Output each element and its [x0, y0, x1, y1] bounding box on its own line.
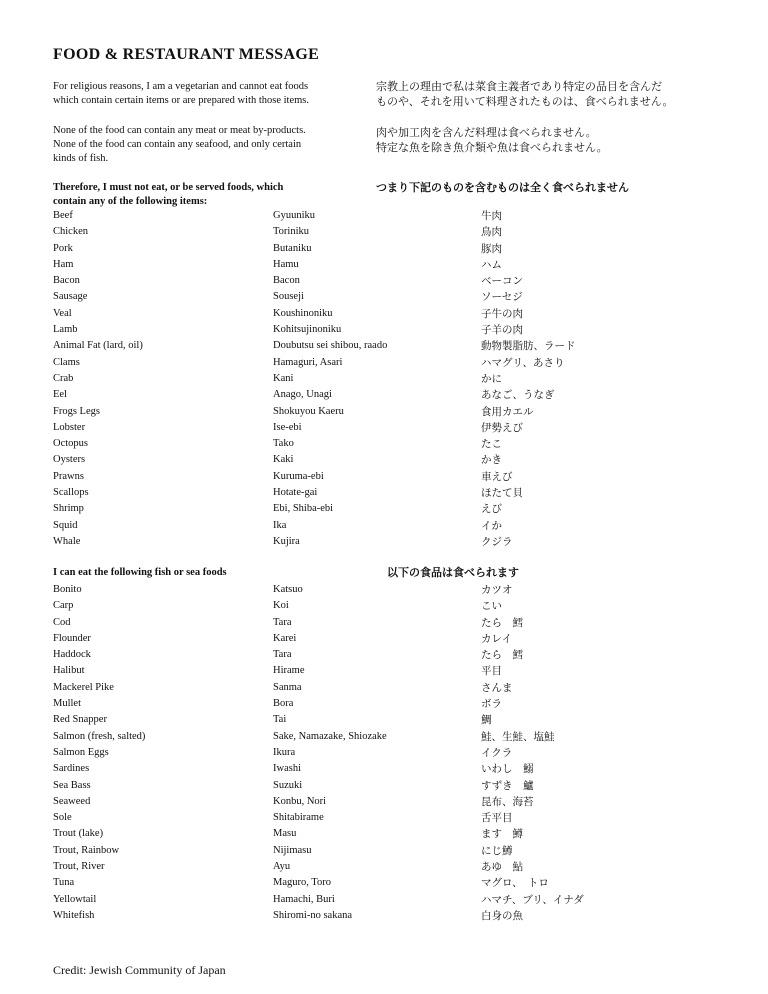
- restriction-english: [53, 124, 373, 166]
- allowed-heading-english: I can eat the following fish or sea foods: [53, 567, 227, 578]
- item-english: Frogs Legs: [53, 405, 100, 417]
- item-romaji: Maguro, Toro: [273, 877, 331, 889]
- list-item: [53, 859, 713, 875]
- item-english: Sardines: [53, 763, 90, 775]
- list-item: [53, 436, 713, 452]
- item-romaji: Bora: [273, 698, 294, 710]
- item-english: Shrimp: [53, 503, 84, 515]
- item-english: Sea Bass: [53, 779, 91, 791]
- page-title: FOOD & RESTAURANT MESSAGE: [53, 46, 320, 63]
- list-item: [53, 338, 713, 354]
- list-item: [53, 745, 713, 761]
- list-item: [53, 257, 713, 273]
- restriction-japanese: [376, 125, 716, 155]
- item-romaji: Toriniku: [273, 226, 310, 238]
- item-romaji: Masu: [273, 828, 297, 840]
- item-english: Salmon Eggs: [53, 746, 109, 758]
- list-item: [53, 534, 713, 550]
- item-english: Trout, River: [53, 861, 105, 873]
- item-romaji: Tara: [273, 649, 292, 661]
- item-japanese: 動物製脂肪、ラード: [481, 340, 576, 353]
- list-item: [53, 518, 713, 534]
- item-romaji: Tako: [273, 438, 294, 450]
- item-english: Eel: [53, 389, 67, 401]
- item-japanese: イクラ: [481, 746, 513, 759]
- item-romaji: Hamu: [273, 258, 299, 270]
- item-romaji: Bacon: [273, 275, 300, 287]
- intro-english: [53, 80, 373, 108]
- item-english: Flounder: [53, 632, 91, 644]
- list-item: [53, 598, 713, 614]
- list-item: [53, 224, 713, 240]
- item-romaji: Sake, Namazake, Shiozake: [273, 730, 387, 742]
- item-english: Veal: [53, 307, 72, 319]
- item-english: Seaweed: [53, 795, 91, 807]
- list-item: [53, 208, 713, 224]
- item-romaji: Ikura: [273, 746, 296, 758]
- intro-jp-line: ものや、それを用いて料理されたものは、食べられません。: [376, 95, 674, 108]
- item-japanese: ほたて貝: [481, 487, 523, 500]
- item-english: Tuna: [53, 877, 75, 889]
- list-item: [53, 404, 713, 420]
- item-romaji: Shokuyou Kaeru: [273, 405, 344, 417]
- list-item: [53, 485, 713, 501]
- item-japanese: カツオ: [481, 584, 513, 596]
- item-japanese: 車えび: [481, 470, 513, 483]
- list-item: [53, 615, 713, 631]
- item-japanese: カレイ: [481, 632, 512, 645]
- item-japanese: 舌平目: [481, 812, 513, 825]
- list-item: [53, 663, 713, 679]
- list-item: [53, 501, 713, 517]
- item-romaji: Butaniku: [273, 242, 312, 254]
- item-romaji: Koushinoniku: [273, 307, 333, 319]
- item-english: Haddock: [53, 649, 91, 661]
- restriction-en-line: None of the food can contain any seafood, and only certain: [53, 139, 302, 150]
- item-japanese: イか: [481, 519, 502, 532]
- list-item: [53, 875, 713, 891]
- list-item: [53, 371, 713, 387]
- list-item: [53, 712, 713, 728]
- item-english: Squid: [53, 519, 78, 531]
- item-japanese: 食用カエル: [481, 405, 534, 418]
- list-item: [53, 908, 713, 924]
- item-english: Lamb: [53, 324, 78, 336]
- intro-jp-line: 宗教上の理由で私は菜食主義者であり特定の品目を含んだ: [376, 80, 662, 93]
- list-item: [53, 273, 713, 289]
- list-item: [53, 696, 713, 712]
- item-japanese: 牛肉: [481, 210, 502, 222]
- item-japanese: ハマチ、ブリ、イナダ: [481, 893, 584, 906]
- item-english: Bonito: [53, 584, 82, 595]
- item-romaji: Ise-ebi: [273, 421, 302, 433]
- restriction-en-line: None of the food can contain any meat or meat by-products.: [53, 125, 306, 136]
- item-english: Ham: [53, 258, 74, 270]
- list-item: [53, 826, 713, 842]
- allowed-heading-japanese: 以下の食品は食べられます: [387, 566, 519, 579]
- allowed-list: [53, 582, 713, 924]
- item-japanese: かき: [481, 454, 502, 467]
- list-item: [53, 778, 713, 794]
- item-romaji: Hamaguri, Asari: [273, 356, 343, 368]
- item-romaji: Koi: [273, 600, 289, 612]
- item-japanese: 鯛: [481, 714, 492, 727]
- forbidden-heading-line: Therefore, I must not eat, or be served foods, which: [53, 182, 284, 193]
- item-english: Sausage: [53, 291, 88, 303]
- intro-japanese: [376, 79, 716, 109]
- item-japanese: 子羊の肉: [481, 324, 523, 337]
- list-item: [53, 892, 713, 908]
- item-english: Crab: [53, 372, 74, 384]
- item-romaji: Suzuki: [273, 779, 303, 791]
- item-romaji: Souseji: [273, 291, 304, 303]
- item-japanese: マグロ、 トロ: [481, 877, 549, 890]
- credit-line: Credit: Jewish Community of Japan: [53, 963, 226, 977]
- item-english: Scallops: [53, 487, 89, 499]
- list-item: [53, 469, 713, 485]
- item-japanese: あゆ 鮎: [481, 861, 523, 874]
- item-english: Whale: [53, 535, 81, 547]
- forbidden-heading-english: [53, 181, 283, 209]
- item-japanese: 子牛の肉: [481, 307, 523, 320]
- item-english: Halibut: [53, 665, 85, 677]
- item-english: Lobster: [53, 421, 86, 433]
- item-romaji: Konbu, Nori: [273, 795, 327, 807]
- item-japanese: たこ: [481, 438, 502, 451]
- item-japanese: 豚肉: [481, 242, 502, 255]
- item-romaji: Hamachi, Buri: [273, 893, 335, 905]
- item-japanese: あなご、うなぎ: [481, 389, 555, 402]
- item-english: Carp: [53, 600, 74, 612]
- item-japanese: いわし 鰯: [481, 763, 534, 776]
- list-item: [53, 680, 713, 696]
- item-romaji: Hirame: [273, 665, 305, 677]
- item-japanese: たら 鱈: [481, 616, 523, 629]
- item-japanese: 昆布、海苔: [481, 795, 534, 808]
- list-item: [53, 306, 713, 322]
- forbidden-heading-japanese: つまり下記のものを含むものは全く食べられません: [376, 181, 629, 194]
- item-romaji: Ayu: [273, 861, 291, 873]
- item-english: Chicken: [53, 226, 88, 238]
- list-item: [53, 289, 713, 305]
- item-japanese: ハム: [481, 258, 502, 271]
- item-japanese: クジラ: [481, 535, 513, 548]
- item-japanese: さんま: [481, 681, 513, 694]
- item-english: Pork: [53, 242, 73, 254]
- item-romaji: Kohitsujinoniku: [273, 324, 342, 336]
- restriction-en-line: kinds of fish.: [53, 153, 109, 164]
- item-japanese: 平目: [481, 665, 502, 678]
- item-english: Prawns: [53, 470, 84, 482]
- item-english: Yellowtail: [53, 893, 97, 905]
- item-romaji: Kani: [273, 372, 294, 384]
- item-romaji: Kuruma-ebi: [273, 470, 324, 482]
- item-english: Beef: [53, 210, 73, 221]
- item-english: Octopus: [53, 438, 88, 450]
- forbidden-list: [53, 208, 713, 550]
- item-english: Salmon (fresh, salted): [53, 730, 146, 742]
- item-romaji: Ebi, Shiba-ebi: [273, 503, 334, 515]
- item-english: Trout (lake): [53, 828, 104, 840]
- item-romaji: Ika: [273, 519, 287, 531]
- item-english: Animal Fat (lard, oil): [53, 340, 143, 352]
- intro-en-line: For religious reasons, I am a vegetarian and cannot eat foods: [53, 81, 309, 92]
- item-japanese: こい: [481, 600, 502, 613]
- item-japanese: ます 鱒: [481, 828, 523, 841]
- item-english: Mackerel Pike: [53, 681, 114, 693]
- item-japanese: 鮭、生鮭、塩鮭: [481, 730, 555, 743]
- item-english: Oysters: [53, 454, 86, 466]
- item-romaji: Tara: [273, 616, 292, 628]
- item-romaji: Shitabirame: [273, 812, 324, 824]
- list-item: [53, 582, 713, 598]
- list-item: [53, 794, 713, 810]
- restriction-jp-line: 肉や加工肉を含んだ料理は食べられません。: [376, 126, 597, 139]
- item-japanese: ベーコン: [481, 275, 523, 288]
- item-english: Mullet: [53, 698, 81, 710]
- list-item: [53, 387, 713, 403]
- item-japanese: ボラ: [481, 698, 502, 711]
- list-item: [53, 810, 713, 826]
- list-item: [53, 241, 713, 257]
- item-romaji: Kaki: [273, 454, 294, 466]
- restriction-jp-line: 特定な魚を除き魚介類や魚は食べられません。: [376, 141, 608, 154]
- list-item: [53, 322, 713, 338]
- item-english: Clams: [53, 356, 80, 368]
- item-romaji: Shiromi-no sakana: [273, 909, 353, 921]
- item-english: Cod: [53, 616, 71, 628]
- item-english: Bacon: [53, 275, 80, 287]
- item-japanese: にじ鱒: [481, 844, 513, 857]
- intro-en-line: which contain certain items or are prepared with those items.: [53, 95, 309, 106]
- list-item: [53, 420, 713, 436]
- item-english: Whitefish: [53, 909, 95, 921]
- item-english: Red Snapper: [53, 714, 107, 726]
- list-item: [53, 647, 713, 663]
- item-japanese: ソーセジ: [481, 291, 523, 304]
- item-romaji: Kujira: [273, 535, 300, 547]
- item-romaji: Tai: [273, 714, 287, 726]
- item-romaji: Gyuuniku: [273, 210, 315, 221]
- item-romaji: Katsuo: [273, 584, 303, 595]
- item-romaji: Hotate-gai: [273, 487, 318, 499]
- item-japanese: 伊勢えび: [481, 421, 523, 434]
- list-item: [53, 729, 713, 745]
- list-item: [53, 631, 713, 647]
- item-romaji: Iwashi: [273, 763, 301, 775]
- item-english: Sole: [53, 812, 72, 824]
- list-item: [53, 761, 713, 777]
- item-japanese: すずき 鱸: [481, 779, 534, 792]
- list-item: [53, 452, 713, 468]
- list-item: [53, 355, 713, 371]
- item-romaji: Karei: [273, 632, 297, 644]
- item-japanese: たら 鱈: [481, 649, 523, 662]
- item-japanese: かに: [481, 372, 502, 385]
- item-japanese: 白身の魚: [481, 909, 523, 922]
- item-japanese: 鳥肉: [481, 226, 502, 239]
- list-item: [53, 843, 713, 859]
- item-japanese: えび: [481, 503, 502, 516]
- forbidden-heading-line: contain any of the following items:: [53, 196, 208, 207]
- item-romaji: Sanma: [273, 681, 302, 693]
- item-romaji: Doubutsu sei shibou, raado: [273, 340, 388, 352]
- item-romaji: Nijimasu: [273, 844, 312, 856]
- item-japanese: ハマグリ、あさり: [481, 356, 565, 369]
- item-english: Trout, Rainbow: [53, 844, 120, 856]
- item-romaji: Anago, Unagi: [273, 389, 332, 401]
